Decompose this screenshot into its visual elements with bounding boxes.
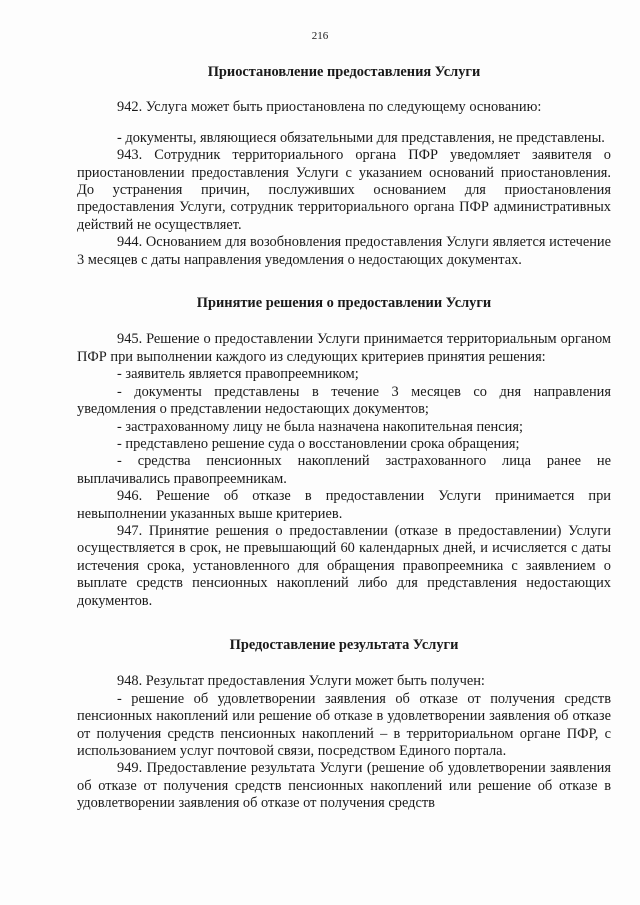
document-body [77,60,611,813]
list-item-no-pension: - застрахованному лицу не была назначена накопительная пенсия; [117,418,523,435]
section-heading-result: Предоставление результата Услуги [229,636,459,653]
paragraph-944: 944. Основанием для возобновления предоставления Услуги является истечение 3 месяцев с даты направления уведомления о недостающих документах. [77,234,611,268]
paragraph-949: 949. Предоставление результата Услуги (решение об удовлетворении заявления об отказе от получения средств пенсионных накоплений или решение об отказе в удовлетворении заявления об отказе от получения средств [77,760,611,812]
paragraph-945: 945. Решение о предоставлении Услуги принимается территориальным органом ПФР при выполнении каждого из следующих критериев принятия решения: [77,331,611,365]
paragraph-943: 943. Сотрудник территориального органа ПФР уведомляет заявителя о приостановлении предоставления Услуги с указанием оснований приостановления. До устранения причин, послуживших основанием для приостановления предоставления Услуги, сотрудник территориального органа ПФР административных действий не осуществляет. [77,147,611,233]
paragraph-947: 947. Принятие решения о предоставлении (отказе в предоставлении) Услуги осуществляется в срок, не превышающий 60 календарных дней, и исчисляется с даты истечения срока, установленного для обращения правопреемника с заявлением о выплате средств пенсионных накоплений либо для представления недостающих документов. [77,522,611,609]
paragraph-942: 942. Услуга может быть приостановлена по следующему основанию: [117,99,542,116]
paragraph-948: 948. Результат предоставления Услуги может быть получен: [117,673,485,690]
list-item-successor: - заявитель является правопреемником; [117,366,359,383]
paragraph-946: 946. Решение об отказе в предоставлении Услуги принимается при невыполнении указанных выше критериев. [77,488,611,522]
list-item-not-paid: - средства пенсионных накоплений застрахованного лица ранее не выплачивались правопреемникам. [77,453,611,487]
section-heading-decision: Принятие решения о предоставлении Услуги [196,295,492,312]
list-item-result-decision: - решение об удовлетворении заявления об отказе от получения средств пенсионных накоплений или решение об отказе в удовлетворении заявления об отказе от получения средств пенсионных накоплений – в территориальном органе ПФР, с использованием услуг почтовой связи, посредством Единого портала. [77,690,611,759]
section-heading-suspension: Приостановление предоставления Услуги [207,64,481,80]
list-item-documents: - документы, являющиеся обязательными для представления, не представлены. [117,129,605,146]
page-number: 216 [311,30,329,42]
list-item-deadline: - документы представлены в течение 3 месяцев со дня направления уведомления о представлении недостающих документов; [77,383,611,418]
list-item-court-decision: - представлено решение суда о восстановлении срока обращения; [117,435,520,452]
